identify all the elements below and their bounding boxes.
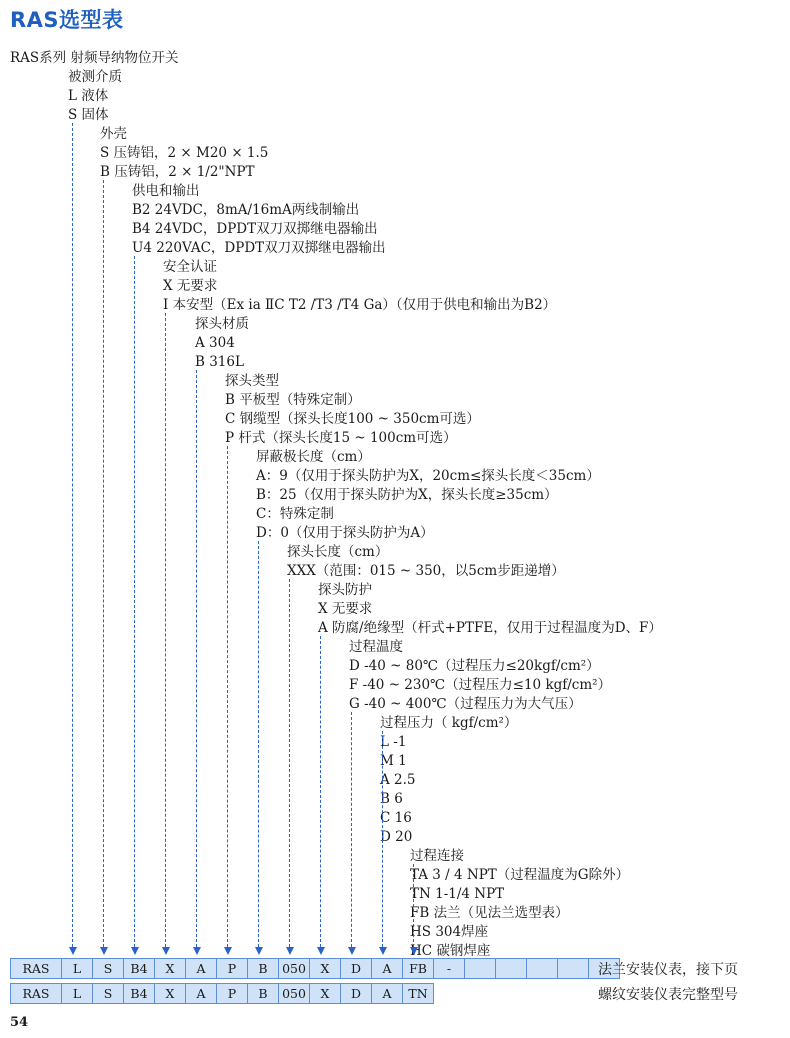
code-cell: B [248, 984, 279, 1004]
code-cell [527, 959, 558, 979]
dashed-arrow-line [351, 712, 352, 947]
arrow-head-icon [193, 947, 201, 955]
option-line: B2 24VDC，8mA/16mA两线制输出 [132, 202, 360, 218]
code-cell: L [62, 984, 93, 1004]
option-line: 过程连接 [410, 848, 464, 864]
dashed-arrow-line [320, 636, 321, 947]
option-line: S 压铸铝，2 × M20 × 1.5 [100, 145, 269, 161]
code-cell: B4 [124, 984, 155, 1004]
code-cell: FB [403, 959, 434, 979]
code-cell: D [341, 959, 372, 979]
option-line: 屏蔽极长度（cm） [256, 449, 371, 465]
option-line: M 1 [380, 753, 407, 769]
option-line: D：0（仅用于探头防护为A） [256, 525, 434, 541]
option-line: 供电和输出 [132, 183, 200, 199]
option-line: L 液体 [68, 88, 109, 104]
page-number: 54 [10, 1015, 29, 1030]
code-cell: D [341, 984, 372, 1004]
option-line: X 无要求 [318, 601, 373, 617]
option-line: I 本安型（Ex ia ⅡC T2 /T3 /T4 Ga）（仅用于供电和输出为B2） [163, 297, 557, 313]
code-cell: L [62, 959, 93, 979]
code-cell: 050 [279, 984, 310, 1004]
option-line: 探头类型 [225, 373, 279, 389]
code-cell: RAS [11, 984, 62, 1004]
option-line: RAS系列 射频导纳物位开关 [10, 50, 179, 66]
option-line: A 304 [195, 335, 235, 351]
arrow-head-icon [69, 947, 77, 955]
option-line: FB 法兰（见法兰选型表） [410, 905, 569, 921]
code-cell: RAS [11, 959, 62, 979]
option-line: D 20 [380, 829, 413, 845]
code-cell [558, 959, 589, 979]
arrow-head-icon [348, 947, 356, 955]
option-line: B4 24VDC，DPDT双刀双掷继电器输出 [132, 221, 378, 237]
code-cell: P [217, 984, 248, 1004]
option-line: 探头防护 [318, 582, 372, 598]
dashed-arrow-line [134, 256, 135, 947]
arrow-head-icon [255, 947, 263, 955]
option-line: G -40 ~ 400℃（过程压力为大气压） [349, 696, 582, 712]
code-cell: 050 [279, 959, 310, 979]
option-line: C 16 [380, 810, 412, 826]
option-line: A 2.5 [380, 772, 416, 788]
code-cell: A [372, 984, 403, 1004]
arrow-head-icon [162, 947, 170, 955]
option-line: TN 1-1/4 NPT [410, 886, 505, 902]
arrow-head-icon [317, 947, 325, 955]
option-line: B 316L [195, 354, 244, 370]
dashed-arrow-line [413, 864, 414, 947]
dashed-arrow-line [382, 731, 383, 947]
code-cell: S [93, 984, 124, 1004]
option-line: 探头材质 [195, 316, 249, 332]
option-line: 安全认证 [163, 259, 217, 275]
code-cell: B [248, 959, 279, 979]
option-line: TA 3 / 4 NPT（过程温度为G除外） [410, 867, 630, 883]
option-line: 外壳 [100, 126, 127, 142]
option-line: HC 碳钢焊座 [410, 943, 491, 959]
code-row-flange [10, 958, 620, 979]
arrow-head-icon [100, 947, 108, 955]
arrow-head-icon [379, 947, 387, 955]
code-cell: S [93, 959, 124, 979]
code-cell: A [186, 959, 217, 979]
code-cell: A [372, 959, 403, 979]
arrow-head-icon [286, 947, 294, 955]
arrow-head-icon [131, 947, 139, 955]
option-line: C 钢缆型（探头长度100 ~ 350cm可选） [225, 411, 480, 427]
option-line: 过程温度 [349, 639, 403, 655]
dashed-arrow-line [103, 180, 104, 947]
option-line: B 压铸铝，2 × 1/2"NPT [100, 164, 255, 180]
code-cell: TN [403, 984, 434, 1004]
note-thread: 螺纹安装仪表完整型号 [598, 987, 738, 1003]
code-cell: P [217, 959, 248, 979]
option-line: S 固体 [68, 107, 109, 123]
dashed-arrow-line [196, 370, 197, 947]
dashed-arrow-line [227, 446, 228, 947]
option-line: 探头长度（cm） [287, 544, 389, 560]
option-line: L -1 [380, 734, 407, 750]
note-flange: 法兰安装仪表，接下页 [598, 962, 738, 978]
option-line: XXX（范围：015 ~ 350，以5cm步距递增） [287, 563, 565, 579]
dashed-arrow-line [72, 123, 73, 947]
option-line: C：特殊定制 [256, 506, 334, 522]
option-line: 过程压力（ kgf/cm²） [380, 715, 518, 731]
option-line: 被测介质 [68, 69, 122, 85]
option-line: P 杆式（探头长度15 ~ 100cm可选） [225, 430, 457, 446]
arrow-head-icon [410, 947, 418, 955]
code-cell: - [434, 959, 465, 979]
option-line: B 平板型（特殊定制） [225, 392, 361, 408]
code-cell [465, 959, 496, 979]
page-title: RAS选型表 [10, 8, 124, 32]
option-line: X 无要求 [163, 278, 218, 294]
option-line: B 6 [380, 791, 403, 807]
arrow-head-icon [224, 947, 232, 955]
code-cell: X [310, 959, 341, 979]
code-cell: X [155, 984, 186, 1004]
option-line: F -40 ~ 230℃（过程压力≤10 kgf/cm²） [349, 677, 612, 693]
option-line: A：9（仅用于探头防护为X，20cm≤探头长度＜35cm） [256, 468, 600, 484]
option-line: B：25（仅用于探头防护为X，探头长度≥35cm） [256, 487, 558, 503]
code-cell: X [155, 959, 186, 979]
code-cell: B4 [124, 959, 155, 979]
dashed-arrow-line [165, 313, 166, 947]
code-cell [496, 959, 527, 979]
option-line: D -40 ~ 80℃（过程压力≤20kgf/cm²） [349, 658, 600, 674]
option-line: A 防腐/绝缘型（杆式+PTFE，仅用于过程温度为D、F） [318, 620, 662, 636]
dashed-arrow-line [258, 541, 259, 947]
code-cell: X [310, 984, 341, 1004]
code-row-thread [10, 983, 434, 1004]
dashed-arrow-line [289, 579, 290, 947]
option-line: U4 220VAC，DPDT双刀双掷继电器输出 [132, 240, 386, 256]
option-line: HS 304焊座 [410, 924, 489, 940]
code-cell: A [186, 984, 217, 1004]
